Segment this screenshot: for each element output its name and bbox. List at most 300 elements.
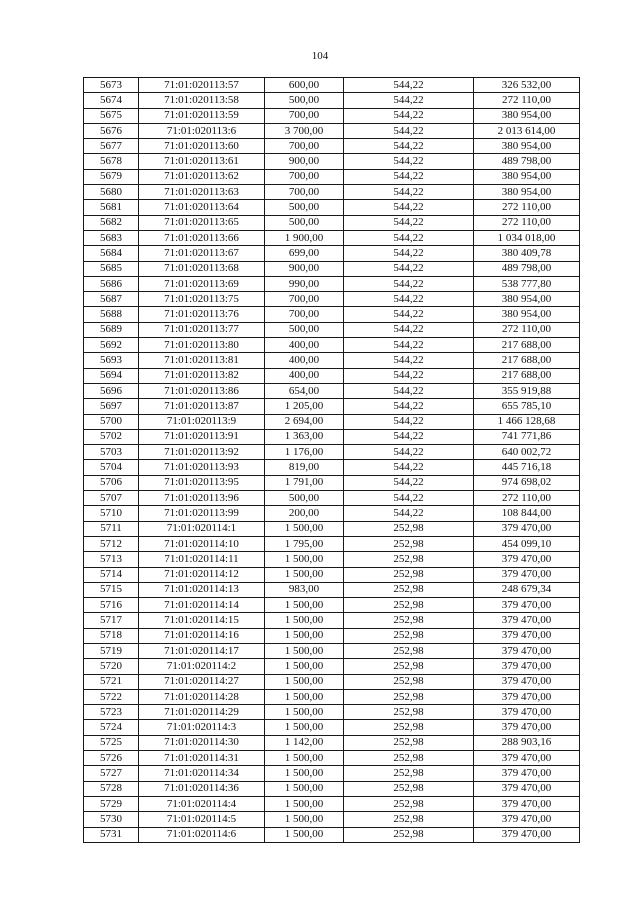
cadastral-value-cell: 379 470,00	[474, 796, 580, 811]
area-cell: 200,00	[265, 506, 344, 521]
table-row	[84, 230, 580, 245]
area-cell: 400,00	[265, 353, 344, 368]
table-row	[84, 491, 580, 506]
cadastral-value-cell: 1 034 018,00	[474, 230, 580, 245]
row-number-cell: 5728	[84, 781, 139, 796]
cadastral-value-cell: 379 470,00	[474, 781, 580, 796]
cadastral-number-cell: 71:01:020114:31	[139, 751, 265, 766]
specific-value-cell: 252,98	[344, 812, 474, 827]
row-number-cell: 5677	[84, 139, 139, 154]
cadastral-number-cell: 71:01:020114:30	[139, 735, 265, 750]
row-number-cell: 5721	[84, 674, 139, 689]
table-row	[84, 383, 580, 398]
cadastral-value-cell: 288 903,16	[474, 735, 580, 750]
cadastral-number-cell: 71:01:020113:63	[139, 185, 265, 200]
area-cell: 1 142,00	[265, 735, 344, 750]
table-row	[84, 689, 580, 704]
cadastral-value-cell: 380 409,78	[474, 246, 580, 261]
cadastral-number-cell: 71:01:020114:2	[139, 659, 265, 674]
cadastral-number-cell: 71:01:020113:96	[139, 491, 265, 506]
row-number-cell: 5682	[84, 215, 139, 230]
table-row	[84, 246, 580, 261]
row-number-cell: 5684	[84, 246, 139, 261]
row-number-cell: 5675	[84, 108, 139, 123]
specific-value-cell: 544,22	[344, 322, 474, 337]
table-row	[84, 659, 580, 674]
cadastral-number-cell: 71:01:020114:1	[139, 521, 265, 536]
cadastral-value-cell: 379 470,00	[474, 720, 580, 735]
cadastral-number-cell: 71:01:020113:76	[139, 307, 265, 322]
specific-value-cell: 544,22	[344, 460, 474, 475]
area-cell: 1 205,00	[265, 399, 344, 414]
specific-value-cell: 252,98	[344, 674, 474, 689]
specific-value-cell: 252,98	[344, 613, 474, 628]
page-number: 104	[311, 50, 329, 62]
row-number-cell: 5727	[84, 766, 139, 781]
specific-value-cell: 544,22	[344, 154, 474, 169]
cadastral-value-cell: 379 470,00	[474, 598, 580, 613]
table-row	[84, 521, 580, 536]
cadastral-value-cell: 380 954,00	[474, 169, 580, 184]
area-cell: 700,00	[265, 185, 344, 200]
area-cell: 1 900,00	[265, 230, 344, 245]
row-number-cell: 5730	[84, 812, 139, 827]
cadastral-number-cell: 71:01:020113:60	[139, 139, 265, 154]
table-row	[84, 368, 580, 383]
specific-value-cell: 252,98	[344, 751, 474, 766]
row-number-cell: 5697	[84, 399, 139, 414]
area-cell: 3 700,00	[265, 123, 344, 138]
table-row	[84, 429, 580, 444]
area-cell: 500,00	[265, 491, 344, 506]
row-number-cell: 5723	[84, 705, 139, 720]
cadastral-number-cell: 71:01:020113:82	[139, 368, 265, 383]
specific-value-cell: 544,22	[344, 399, 474, 414]
cadastral-number-cell: 71:01:020113:93	[139, 460, 265, 475]
specific-value-cell: 544,22	[344, 123, 474, 138]
cadastral-number-cell: 71:01:020113:62	[139, 169, 265, 184]
cadastral-value-cell: 272 110,00	[474, 200, 580, 215]
specific-value-cell: 252,98	[344, 521, 474, 536]
area-cell: 1 500,00	[265, 643, 344, 658]
cadastral-number-cell: 71:01:020113:87	[139, 399, 265, 414]
area-cell: 500,00	[265, 200, 344, 215]
specific-value-cell: 252,98	[344, 781, 474, 796]
area-cell: 400,00	[265, 368, 344, 383]
cadastral-value-cell: 326 532,00	[474, 78, 580, 93]
row-number-cell: 5726	[84, 751, 139, 766]
cadastral-number-cell: 71:01:020114:17	[139, 643, 265, 658]
area-cell: 1 795,00	[265, 536, 344, 551]
row-number-cell: 5722	[84, 689, 139, 704]
specific-value-cell: 544,22	[344, 139, 474, 154]
cadastral-value-cell: 538 777,80	[474, 276, 580, 291]
table-row	[84, 399, 580, 414]
area-cell: 1 500,00	[265, 720, 344, 735]
cadastral-value-cell: 379 470,00	[474, 659, 580, 674]
table-row	[84, 414, 580, 429]
table-row	[84, 169, 580, 184]
specific-value-cell: 544,22	[344, 276, 474, 291]
area-cell: 500,00	[265, 215, 344, 230]
table-row	[84, 307, 580, 322]
row-number-cell: 5694	[84, 368, 139, 383]
cadastral-number-cell: 71:01:020114:36	[139, 781, 265, 796]
specific-value-cell: 544,22	[344, 491, 474, 506]
row-number-cell: 5716	[84, 598, 139, 613]
table-row	[84, 276, 580, 291]
table-row	[84, 261, 580, 276]
cadastral-number-cell: 71:01:020113:75	[139, 292, 265, 307]
row-number-cell: 5676	[84, 123, 139, 138]
cadastral-value-cell: 379 470,00	[474, 812, 580, 827]
specific-value-cell: 252,98	[344, 720, 474, 735]
cadastral-value-cell: 445 716,18	[474, 460, 580, 475]
cadastral-value-cell: 217 688,00	[474, 338, 580, 353]
cadastral-number-cell: 71:01:020113:57	[139, 78, 265, 93]
area-cell: 1 363,00	[265, 429, 344, 444]
cadastral-number-cell: 71:01:020113:58	[139, 93, 265, 108]
table-row	[84, 720, 580, 735]
cadastral-value-table	[83, 77, 580, 843]
table-row	[84, 613, 580, 628]
cadastral-number-cell: 71:01:020114:12	[139, 567, 265, 582]
row-number-cell: 5729	[84, 796, 139, 811]
row-number-cell: 5731	[84, 827, 139, 842]
specific-value-cell: 544,22	[344, 78, 474, 93]
area-cell: 900,00	[265, 261, 344, 276]
row-number-cell: 5710	[84, 506, 139, 521]
cadastral-number-cell: 71:01:020114:13	[139, 582, 265, 597]
row-number-cell: 5702	[84, 429, 139, 444]
table-row	[84, 827, 580, 842]
cadastral-value-cell: 355 919,88	[474, 383, 580, 398]
row-number-cell: 5704	[84, 460, 139, 475]
specific-value-cell: 544,22	[344, 445, 474, 460]
table-row	[84, 322, 580, 337]
area-cell: 1 500,00	[265, 659, 344, 674]
specific-value-cell: 544,22	[344, 185, 474, 200]
area-cell: 400,00	[265, 338, 344, 353]
area-cell: 1 500,00	[265, 751, 344, 766]
cadastral-number-cell: 71:01:020113:92	[139, 445, 265, 460]
area-cell: 2 694,00	[265, 414, 344, 429]
cadastral-number-cell: 71:01:020113:66	[139, 230, 265, 245]
table-row	[84, 139, 580, 154]
cadastral-number-cell: 71:01:020113:77	[139, 322, 265, 337]
specific-value-cell: 544,22	[344, 383, 474, 398]
cadastral-value-cell: 379 470,00	[474, 827, 580, 842]
area-cell: 1 500,00	[265, 827, 344, 842]
area-cell: 1 500,00	[265, 781, 344, 796]
specific-value-cell: 544,22	[344, 246, 474, 261]
row-number-cell: 5685	[84, 261, 139, 276]
cadastral-value-cell: 379 470,00	[474, 521, 580, 536]
area-cell: 700,00	[265, 169, 344, 184]
table-row	[84, 185, 580, 200]
table-row	[84, 460, 580, 475]
specific-value-cell: 544,22	[344, 475, 474, 490]
table-row	[84, 598, 580, 613]
area-cell: 1 500,00	[265, 598, 344, 613]
cadastral-number-cell: 71:01:020114:3	[139, 720, 265, 735]
specific-value-cell: 544,22	[344, 215, 474, 230]
cadastral-value-cell: 272 110,00	[474, 322, 580, 337]
area-cell: 1 500,00	[265, 796, 344, 811]
cadastral-value-cell: 379 470,00	[474, 628, 580, 643]
table-row	[84, 445, 580, 460]
table-row	[84, 567, 580, 582]
table-row	[84, 812, 580, 827]
cadastral-value-cell: 741 771,86	[474, 429, 580, 444]
table-row	[84, 705, 580, 720]
row-number-cell: 5719	[84, 643, 139, 658]
cadastral-value-cell: 640 002,72	[474, 445, 580, 460]
cadastral-value-cell: 217 688,00	[474, 368, 580, 383]
row-number-cell: 5687	[84, 292, 139, 307]
area-cell: 700,00	[265, 307, 344, 322]
row-number-cell: 5706	[84, 475, 139, 490]
cadastral-number-cell: 71:01:020113:61	[139, 154, 265, 169]
row-number-cell: 5713	[84, 552, 139, 567]
specific-value-cell: 544,22	[344, 429, 474, 444]
cadastral-value-cell: 1 466 128,68	[474, 414, 580, 429]
row-number-cell: 5680	[84, 185, 139, 200]
cadastral-value-cell: 974 698,02	[474, 475, 580, 490]
row-number-cell: 5679	[84, 169, 139, 184]
specific-value-cell: 252,98	[344, 567, 474, 582]
specific-value-cell: 544,22	[344, 108, 474, 123]
row-number-cell: 5711	[84, 521, 139, 536]
row-number-cell: 5718	[84, 628, 139, 643]
specific-value-cell: 252,98	[344, 689, 474, 704]
area-cell: 1 500,00	[265, 567, 344, 582]
cadastral-value-cell: 380 954,00	[474, 185, 580, 200]
cadastral-number-cell: 71:01:020113:99	[139, 506, 265, 521]
cadastral-number-cell: 71:01:020114:15	[139, 613, 265, 628]
cadastral-value-cell: 489 798,00	[474, 154, 580, 169]
row-number-cell: 5683	[84, 230, 139, 245]
cadastral-number-cell: 71:01:020114:29	[139, 705, 265, 720]
cadastral-number-cell: 71:01:020114:11	[139, 552, 265, 567]
specific-value-cell: 252,98	[344, 536, 474, 551]
table-row	[84, 796, 580, 811]
specific-value-cell: 544,22	[344, 414, 474, 429]
area-cell: 600,00	[265, 78, 344, 93]
cadastral-number-cell: 71:01:020113:67	[139, 246, 265, 261]
table-row	[84, 766, 580, 781]
cadastral-value-cell: 272 110,00	[474, 93, 580, 108]
specific-value-cell: 544,22	[344, 338, 474, 353]
specific-value-cell: 544,22	[344, 169, 474, 184]
specific-value-cell: 544,22	[344, 93, 474, 108]
specific-value-cell: 252,98	[344, 766, 474, 781]
area-cell: 900,00	[265, 154, 344, 169]
row-number-cell: 5681	[84, 200, 139, 215]
cadastral-number-cell: 71:01:020113:91	[139, 429, 265, 444]
cadastral-number-cell: 71:01:020113:68	[139, 261, 265, 276]
area-cell: 1 500,00	[265, 705, 344, 720]
cadastral-number-cell: 71:01:020114:14	[139, 598, 265, 613]
table-row	[84, 93, 580, 108]
table-row	[84, 215, 580, 230]
specific-value-cell: 544,22	[344, 230, 474, 245]
cadastral-value-cell: 380 954,00	[474, 292, 580, 307]
specific-value-cell: 544,22	[344, 261, 474, 276]
specific-value-cell: 544,22	[344, 506, 474, 521]
cadastral-number-cell: 71:01:020113:65	[139, 215, 265, 230]
specific-value-cell: 252,98	[344, 628, 474, 643]
table-row	[84, 751, 580, 766]
cadastral-value-cell: 380 954,00	[474, 307, 580, 322]
table-row	[84, 643, 580, 658]
cadastral-number-cell: 71:01:020113:64	[139, 200, 265, 215]
area-cell: 699,00	[265, 246, 344, 261]
cadastral-number-cell: 71:01:020114:6	[139, 827, 265, 842]
specific-value-cell: 544,22	[344, 292, 474, 307]
cadastral-number-cell: 71:01:020113:86	[139, 383, 265, 398]
cadastral-number-cell: 71:01:020114:16	[139, 628, 265, 643]
row-number-cell: 5686	[84, 276, 139, 291]
cadastral-number-cell: 71:01:020113:6	[139, 123, 265, 138]
specific-value-cell: 544,22	[344, 200, 474, 215]
table-row	[84, 154, 580, 169]
cadastral-value-cell: 379 470,00	[474, 674, 580, 689]
cadastral-number-cell: 71:01:020113:59	[139, 108, 265, 123]
specific-value-cell: 252,98	[344, 643, 474, 658]
table-row	[84, 475, 580, 490]
cadastral-number-cell: 71:01:020114:5	[139, 812, 265, 827]
table-row	[84, 674, 580, 689]
specific-value-cell: 252,98	[344, 659, 474, 674]
row-number-cell: 5696	[84, 383, 139, 398]
row-number-cell: 5707	[84, 491, 139, 506]
area-cell: 1 500,00	[265, 552, 344, 567]
area-cell: 983,00	[265, 582, 344, 597]
specific-value-cell: 252,98	[344, 705, 474, 720]
row-number-cell: 5720	[84, 659, 139, 674]
specific-value-cell: 544,22	[344, 353, 474, 368]
cadastral-value-cell: 379 470,00	[474, 689, 580, 704]
row-number-cell: 5688	[84, 307, 139, 322]
cadastral-number-cell: 71:01:020113:69	[139, 276, 265, 291]
cadastral-value-cell: 272 110,00	[474, 215, 580, 230]
cadastral-number-cell: 71:01:020114:34	[139, 766, 265, 781]
specific-value-cell: 252,98	[344, 582, 474, 597]
cadastral-number-cell: 71:01:020113:9	[139, 414, 265, 429]
cadastral-number-cell: 71:01:020114:10	[139, 536, 265, 551]
cadastral-number-cell: 71:01:020113:95	[139, 475, 265, 490]
table-row	[84, 735, 580, 750]
cadastral-number-cell: 71:01:020114:4	[139, 796, 265, 811]
cadastral-value-cell: 379 470,00	[474, 751, 580, 766]
specific-value-cell: 544,22	[344, 307, 474, 322]
row-number-cell: 5674	[84, 93, 139, 108]
area-cell: 1 176,00	[265, 445, 344, 460]
row-number-cell: 5678	[84, 154, 139, 169]
area-cell: 1 500,00	[265, 521, 344, 536]
cadastral-number-cell: 71:01:020114:28	[139, 689, 265, 704]
area-cell: 819,00	[265, 460, 344, 475]
table-row	[84, 353, 580, 368]
area-cell: 500,00	[265, 93, 344, 108]
specific-value-cell: 252,98	[344, 827, 474, 842]
area-cell: 1 500,00	[265, 674, 344, 689]
row-number-cell: 5689	[84, 322, 139, 337]
area-cell: 500,00	[265, 322, 344, 337]
specific-value-cell: 544,22	[344, 368, 474, 383]
row-number-cell: 5703	[84, 445, 139, 460]
cadastral-value-cell: 379 470,00	[474, 705, 580, 720]
row-number-cell: 5717	[84, 613, 139, 628]
row-number-cell: 5712	[84, 536, 139, 551]
cadastral-value-cell: 379 470,00	[474, 567, 580, 582]
area-cell: 1 500,00	[265, 689, 344, 704]
area-cell: 990,00	[265, 276, 344, 291]
table-row	[84, 536, 580, 551]
specific-value-cell: 252,98	[344, 735, 474, 750]
row-number-cell: 5700	[84, 414, 139, 429]
table-row	[84, 552, 580, 567]
area-cell: 654,00	[265, 383, 344, 398]
area-cell: 1 500,00	[265, 613, 344, 628]
cadastral-value-cell: 379 470,00	[474, 766, 580, 781]
table-row	[84, 123, 580, 138]
table-row	[84, 200, 580, 215]
area-cell: 700,00	[265, 108, 344, 123]
table-row	[84, 582, 580, 597]
table-row	[84, 292, 580, 307]
cadastral-value-cell: 272 110,00	[474, 491, 580, 506]
row-number-cell: 5673	[84, 78, 139, 93]
table-row	[84, 338, 580, 353]
cadastral-value-cell: 454 099,10	[474, 536, 580, 551]
table-row	[84, 628, 580, 643]
area-cell: 1 791,00	[265, 475, 344, 490]
row-number-cell: 5714	[84, 567, 139, 582]
area-cell: 700,00	[265, 292, 344, 307]
row-number-cell: 5692	[84, 338, 139, 353]
cadastral-value-cell: 2 013 614,00	[474, 123, 580, 138]
specific-value-cell: 252,98	[344, 552, 474, 567]
table-row	[84, 78, 580, 93]
row-number-cell: 5724	[84, 720, 139, 735]
cadastral-value-cell: 655 785,10	[474, 399, 580, 414]
cadastral-value-cell: 217 688,00	[474, 353, 580, 368]
table-body	[84, 78, 580, 843]
cadastral-number-cell: 71:01:020113:80	[139, 338, 265, 353]
cadastral-value-cell: 248 679,34	[474, 582, 580, 597]
row-number-cell: 5693	[84, 353, 139, 368]
cadastral-value-cell: 108 844,00	[474, 506, 580, 521]
table-row	[84, 506, 580, 521]
table-row	[84, 108, 580, 123]
cadastral-value-cell: 380 954,00	[474, 108, 580, 123]
specific-value-cell: 252,98	[344, 598, 474, 613]
row-number-cell: 5715	[84, 582, 139, 597]
cadastral-value-cell: 379 470,00	[474, 552, 580, 567]
cadastral-value-cell: 489 798,00	[474, 261, 580, 276]
table-row	[84, 781, 580, 796]
area-cell: 700,00	[265, 139, 344, 154]
area-cell: 1 500,00	[265, 812, 344, 827]
cadastral-value-cell: 379 470,00	[474, 613, 580, 628]
cadastral-number-cell: 71:01:020114:27	[139, 674, 265, 689]
row-number-cell: 5725	[84, 735, 139, 750]
area-cell: 1 500,00	[265, 766, 344, 781]
area-cell: 1 500,00	[265, 628, 344, 643]
cadastral-number-cell: 71:01:020113:81	[139, 353, 265, 368]
